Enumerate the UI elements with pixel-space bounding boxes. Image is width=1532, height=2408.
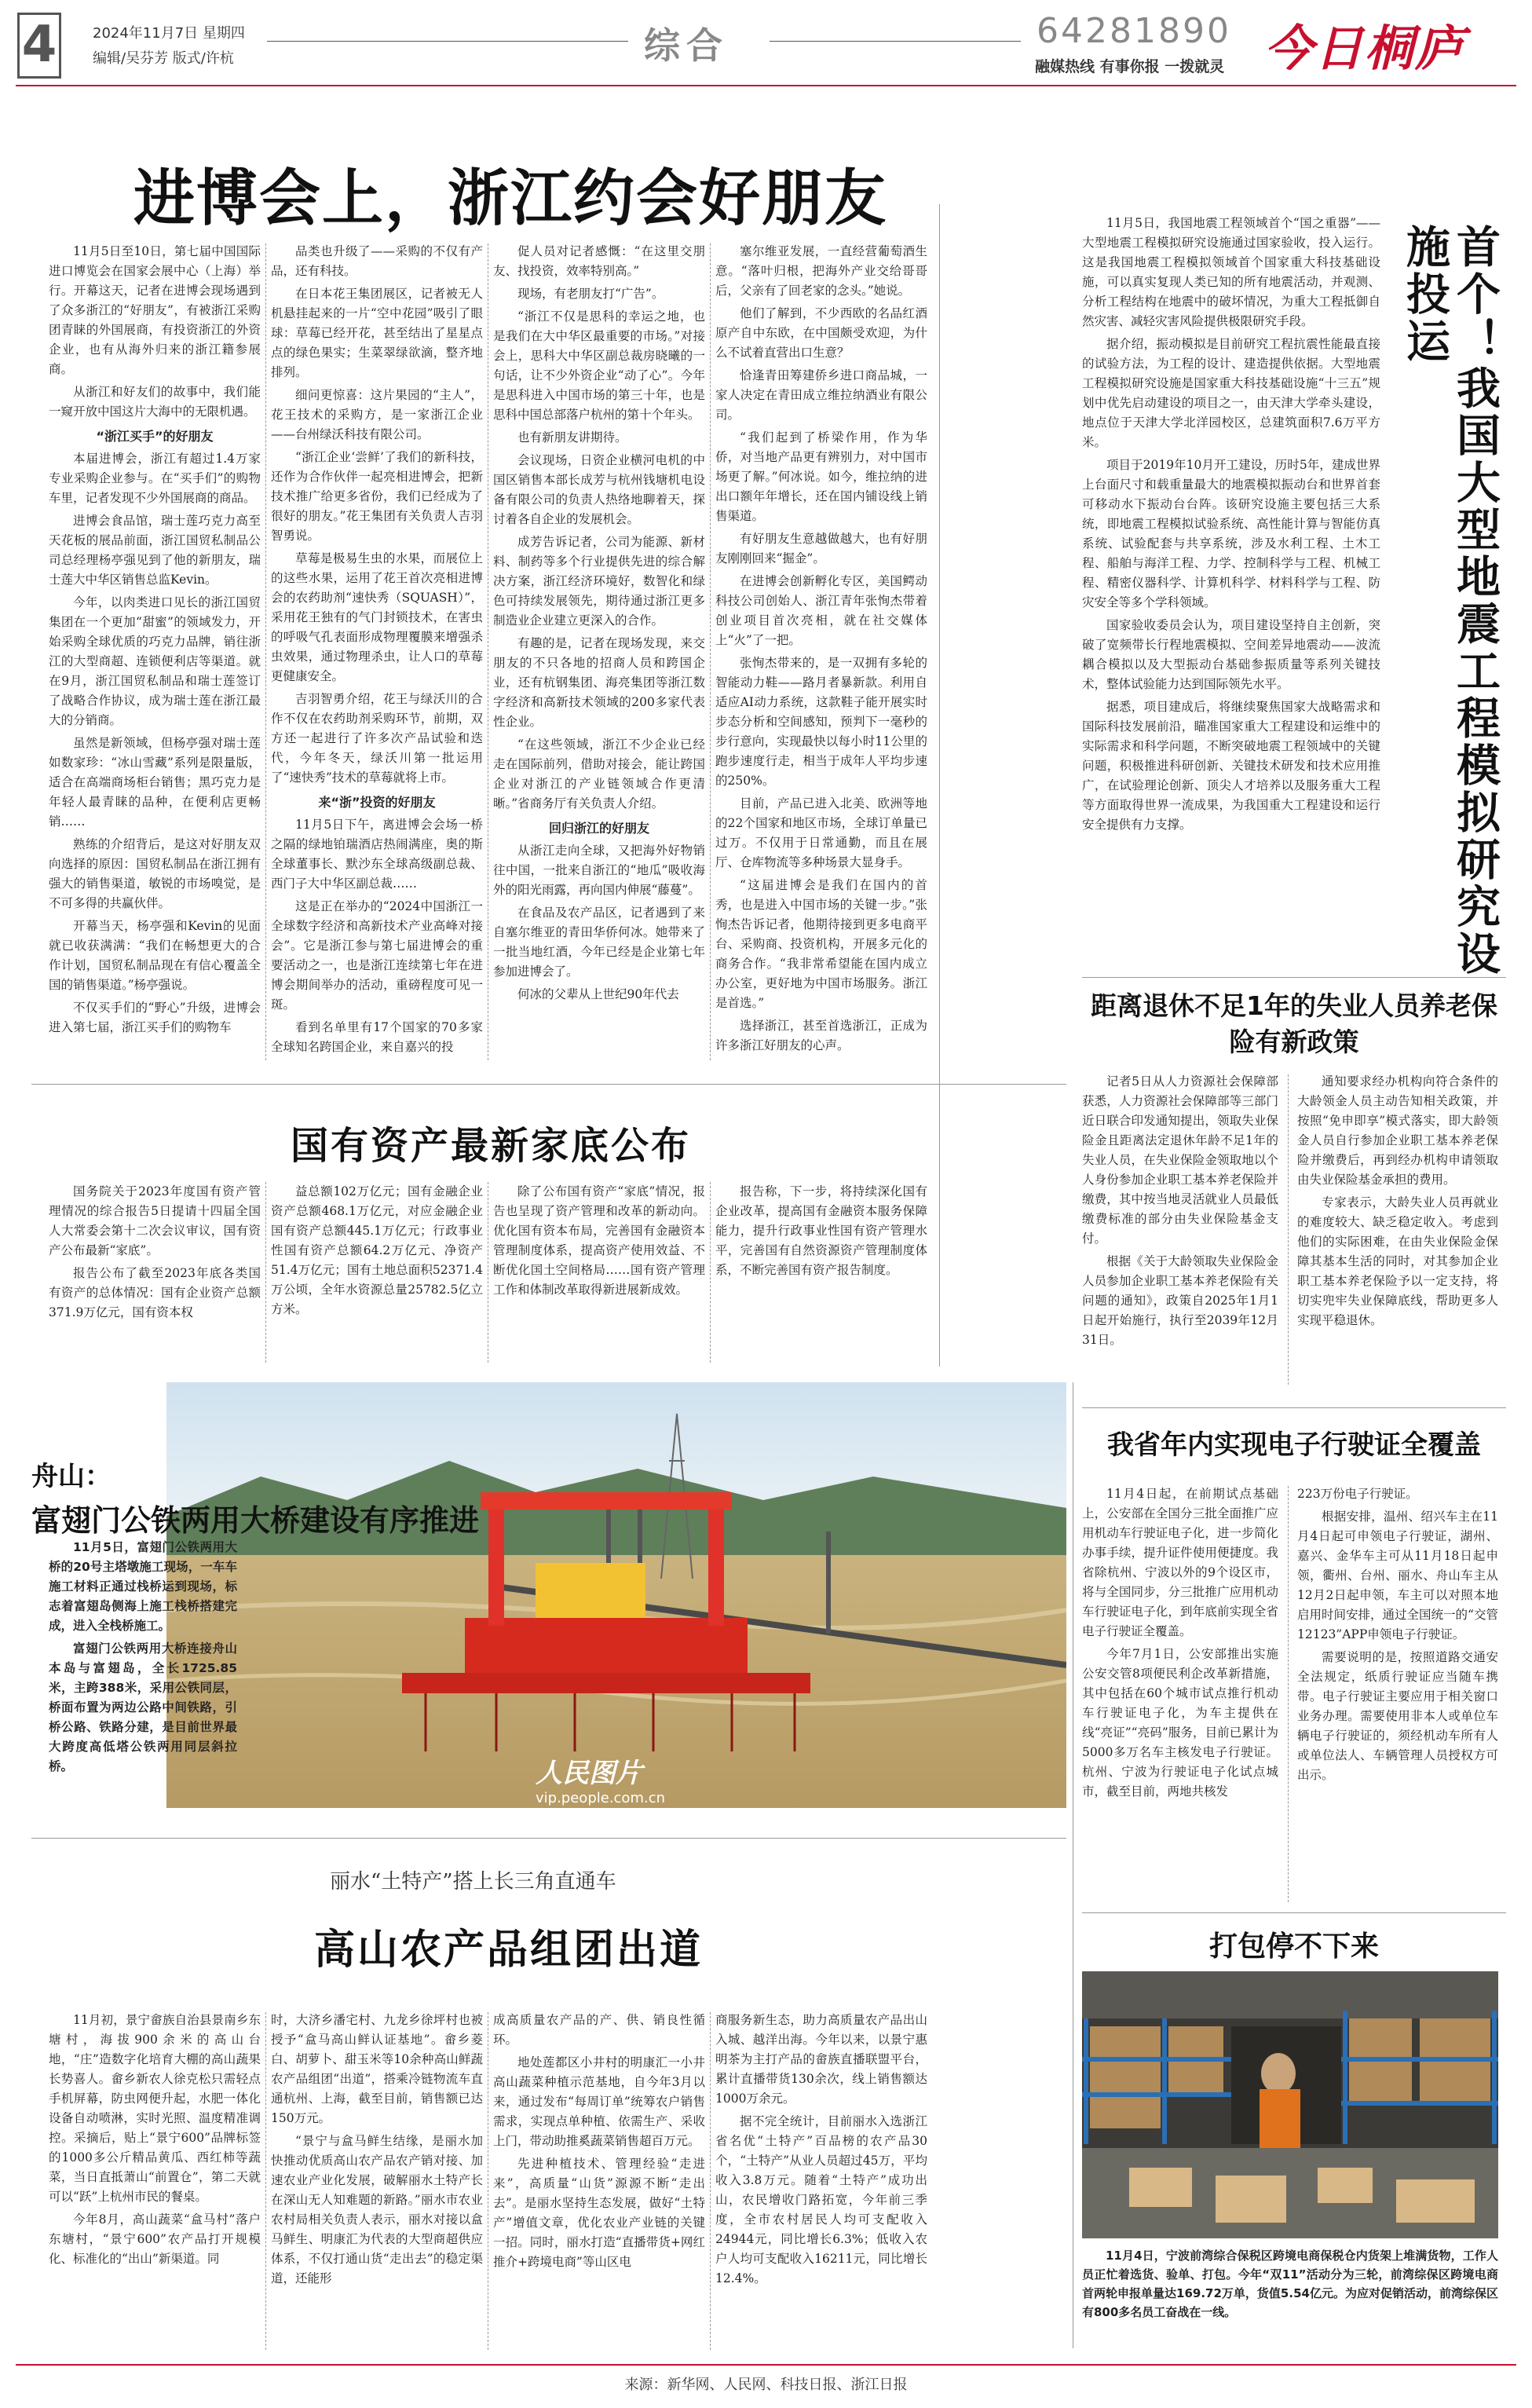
issue-date: 2024年11月7日 星期四 [93,25,245,42]
assets-paragraph: 报告公布了截至2023年底各类国有资产的总体情况：国有企业资产总额371.9万亿元，国有资本权 [49,1266,261,1319]
assets-headline: 国有资产最新家底公布 [291,1124,692,1168]
lishui-column-2 [271,2011,483,2356]
etc-paragraph: 需要说明的是，按照道路交通安全法规定，纸质行驶证应当随车携带。电子行驶证主要应用于相关窗口业务办理。需要使用非本人或单位车辆电子行驶证的，须经机动车所有人或单位法人、车辆管理人员授权方可出示。 [1297,1650,1498,1782]
column-rule [710,2012,711,2350]
expo-paragraph: 草莓是极易生虫的水果，而展位上的这些水果，运用了花王首次亮相进博会的农药助剂“速快秀（SQUASH）”，采用花王独有的气门封锁技术，在害虫的呼吸气孔表面形成物理覆膜来增强杀虫效果，通过物理杀虫，让人口的草莓更健康安全。 [271,551,483,683]
lishui-paragraph: 据不完全统计，目前丽水入选浙江省名优“土特产”百品榜的农产品30个，“土特产”从业人员超过45万，平均收入3.8万元。随着“土特产”成功出山，农民增收门路拓宽，今年前三季度，全市农村居民人均可支配收入24944元，同比增长6.3%；低收入农户人均可支配收入16211元，同比增长12.4%。 [715,2114,927,2285]
expo-paragraph: “我们起到了桥梁作用，作为华侨，对当地产品更有辨别力，对中国市场更了解。”何冰说。如今，维拉纳的进出口额年年增长，还在国内铺设线上销售渠道。 [715,430,927,523]
paper-logo: 今日桐庐 [1264,20,1466,77]
masthead [0,0,1532,88]
quake-text [1082,214,1380,968]
expo-paragraph: 塞尔维亚发展，一直经营葡萄酒生意。“落叶归根，把海外产业交给哥哥后，父亲有了回老家的念头。”她说。 [715,244,927,298]
expo-paragraph: 11月5日下午，离进博会会场一桥之隔的绿地铂瑞酒店热闹满座，奥的斯全球董事长、默沙东全球高级副总裁、西门子大中华区副总裁…… [271,818,483,891]
lishui-paragraph: 11月初，景宁畲族自治县景南乡东塘村，海拔900余米的高山台地，“庄”造数字化培育大棚的高山蔬果长势喜人。畲乡新农人徐克松只需轻点手机屏幕，防虫网便升起，水肥一体化设备自动喷淋，实时光照、温度精准调控。采摘后，贴上“景宁600”品牌标签的1000多公斤精品黄瓜、西红柿等蔬菜，当日直抵萧山“前置仓”，第二天就可以“跃”上杭州市民的餐桌。 [49,2013,261,2204]
expo-paragraph: “在这些领域，浙江不少企业已经走在国际前列，借助对接会，能让跨国企业对浙江的产业链领域合作更清晰。”省商务厅有关负责人介绍。 [493,737,705,811]
expo-column-2 [271,242,483,1067]
lishui-column-1 [49,2011,261,2356]
quake-paragraph: 项目于2019年10月开工建设，历时5年，建成世界上台面尺寸和载重量最大的地震模拟振动台和世界首套可移动水下振动台台阵。该研究设施主要包括三大系统，即地震工程模拟试验系统、高性能计算与智能仿真系统、试验配套与共享系统，涉及水利工程、土木工程、船舶与海洋工程、力学、控制科学与工程、机械工程、精密仪器科学、计算机科学、材料科学与工程、防灾安全等多个学科领域。 [1082,458,1380,609]
expo-paragraph: 看到名单里有17个国家的70多家全球知名跨国企业，来自嘉兴的投 [271,1020,483,1054]
quake-headline: 首个！我国大型地震工程模拟研究设施投运 [1399,224,1501,978]
pension-paragraph: 记者5日从人力资源社会保障部获悉，人力资源社会保障部等三部门近日联合印发通知提出，领取失业保险金且距离法定退休年龄不足1年的失业人员，在失业保险金领取地以个人身份参加企业职工基本养老保险并缴费，其中按当地灵活就业人员最低缴费标准的部分由失业保险基金支付。 [1082,1074,1278,1246]
bridge-caption-paragraph: 富翅门公铁两用大桥连接舟山本岛与富翅岛，全长1725.85米，主跨388米，采用公铁同层，桥面布置为两边公路中间铁路，引桥公路、铁路分建，是目前世界最大跨度高低塔公铁两用同层斜拉桥。 [49,1641,237,1773]
expo-paragraph: 也有新朋友讲期待。 [517,430,627,445]
pension-paragraph: 通知要求经办机构向符合条件的大龄领金人员主动告知相关政策，并按照“免申即享”模式落实，即大龄领金人员自行参加企业职工基本养老保险并缴费后，再到经办机构申请领取由失业保险基金承担的费用。 [1297,1074,1498,1187]
expo-paragraph: 选择浙江，甚至首选浙江，正成为许多浙江好朋友的心声。 [715,1019,927,1052]
assets-top-rule [31,1084,1066,1085]
expo-paragraph: 这是正在举办的“2024中国浙江一全球数字经济和高新技术产业高峰对接会”。它是浙江参与第七届进博会的重要活动之一，也是浙江连续第七年在进博会期间举办的活动，重磅程度可见一斑。 [271,899,483,1012]
expo-paragraph: 有好朋友生意越做越大，也有好朋友刚刚回来“掘金”。 [715,532,927,565]
expo-paragraph: 虽然是新领域，但杨亭强对瑞士莲如数家珍：“冰山雪藏”系列是限量版，适合在高端商场柜台销售；黑巧克力是年轻人最青睐的品种，在便利店更畅销…… [49,736,261,829]
pension-paragraph: 根据《关于大龄领取失业保险金人员参加企业职工基本养老保险有关问题的通知》，政策自2025年1月1日起开始施行，执行至2039年12月31日。 [1082,1254,1278,1347]
bridge-bottom-rule [31,1838,1066,1839]
expo-paragraph: “浙江企业‘尝鲜’了我们的新科技，还作为合作伙伴一起亮相进博会，把新技术推广给更多省份，我们已经成为了很好的朋友。”花王集团有关负责人吉羽智勇说。 [271,450,483,543]
masthead-rule-left [267,41,628,42]
expo-paragraph: 11月5日至10日，第七届中国国际进口博览会在国家会展中心（上海）举行。开幕这天，记者在进博会现场遇到了众多浙江的“好朋友”，有被浙江采购团青睐的外国展商，有投资浙江的外资企业，也有从海外归来的浙江籍参展商。 [49,244,261,376]
expo-paragraph: 从浙江走向全球，又把海外好物销往中国，一批来自浙江的“地瓜”吸收海外的阳光雨露，再向国内伸展“藤蔓”。 [493,844,705,897]
expo-paragraph: 促人员对记者感慨：“在这里交朋友、找投资，效率特别高。” [493,244,705,278]
parcel-headline: 打包停不下来 [1208,1930,1379,1963]
expo-paragraph: 开幕当天，杨亭强和Kevin的见面就已收获满满：“我们在畅想更大的合作计划，国贸私制品现在有信心覆盖全国的销售渠道。”杨亭强说。 [49,919,261,992]
expo-paragraph: 本届进博会，浙江有超过1.4万家专业采购企业参与。在“买手们”的购物车里，记者发现不少外国展商的商品。 [49,452,261,505]
expo-paragraph: 何冰的父辈从上世纪90年代去 [517,987,679,1001]
assets-paragraph: 报告称，下一步，将持续深化国有企业改革，提高国有金融资本服务保障能力，提升行政事业性国有资产管理水平，完善国有自然资源资产管理制度体系，不断完善国有资产报告制度。 [715,1184,927,1277]
column-rule [710,1182,711,1363]
lishui-paragraph: 先进种植技术、管理经验“走进来”，高质量“山货”源源不断“走出去”。是丽水坚持生态发展，做好“土特产”增值文章，优化农业产业链的关键一招。同时，丽水打造“直播带货+网红推介+跨境电商”等山区电 [493,2157,705,2269]
bridge-construction-image [166,1382,1066,1808]
expo-paragraph: 不仅买手们的“野心”升级，进博会进入第七届，浙江买手们的购物车 [49,1001,261,1034]
etc-paragraph: 今年7月1日，公安部推出实施公安交管8项便民利企改革新措施，其中包括在60个城市试点推行机动车行驶证电子化，为车主提供在线“亮证”“亮码”服务，目前已累计为5000多万名车主核发电子行驶证。杭州、宁波为行驶证电子化试点城市，截至目前，两地共核发 [1082,1647,1278,1799]
expo-column-3 [493,242,705,1067]
expo-paragraph: 今年，以肉类进口见长的浙江国贸集团在一个更加“甜蜜”的领域发力，开始采购全球优质的巧克力品牌，销往浙江的大型商超、连锁便利店等渠道。就在9月，浙江国贸私制品和瑞士莲签订了战略合作协议，成为瑞士莲在浙江最大的分销商。 [49,595,261,727]
bridge-caption-paragraph: 11月5日，富翅门公铁两用大桥的20号主塔墩施工现场，一车车施工材料正通过栈桥运到现场，标志着富翅岛侧海上施工栈桥搭建完成，进入全栈桥施工。 [49,1540,237,1633]
pension-paragraph: 专家表示，大龄失业人员再就业的难度较大、缺乏稳定收入。考虑到他们的实际困难，在由失业保险金保障其基本生活的同时，对其参加企业职工基本养老保险予以一定支持，将切实兜牢失业保障底线，帮助更多人实现平稳退休。 [1297,1195,1498,1327]
assets-column-2 [271,1182,483,1378]
assets-paragraph: 除了公布国有资产“家底”情况，报告也呈现了资产管理和改革的新动向。优化国有资本布局，完善国有金融资本管理制度体系，提高资产使用效益、不断优化国土空间格局……国有资产管理工作和体制改革取得新进展新成效。 [493,1184,705,1297]
expo-paragraph: 进博会食品馆，瑞士莲巧克力高至天花板的展品前面，浙江国贸私制品公司总经理杨亭强见到了他的新朋友，瑞士莲大中华区销售总监Kevin。 [49,514,261,587]
bridge-title-box [31,1455,581,1539]
bridge-headline: 富翅门公铁两用大桥建设有序推进 [31,1503,480,1538]
quake-paragraph: 据悉，项目建成后，将继续聚焦国家大战略需求和国际科技发展前沿，瞄准国家重大工程建设和运维中的实际需求和科学问题，不断突破地震工程领域中的关键问题，积极推进科研创新、关键技术研发和技术应用推广，在试验理论创新、顶尖人才培养以及服务重大工程等方面取得世界一流成果，为我国重大工程建设和运行安全提供有力支撑。 [1082,700,1380,832]
column-rule [265,243,266,1060]
expo-paragraph: “这届进博会是我们在国内的首秀，也是进入中国市场的关键一步。”张恂杰告诉记者，他期待接到更多电商平台、采购商、投资机构，开展多元化的商务合作。“我非常希望能在国内成立办公室，更好地为中国市场服务。浙江是首选。” [715,878,927,1010]
expo-paragraph: 在进博会创新孵化专区，美国鳄动科技公司创始人、浙江青年张恂杰带着创业项目首次亮相，就在社交媒体上“火”了一把。 [715,574,927,647]
quake-paragraph: 据介绍，振动模拟是目前研究工程抗震性能最直接的试验方法，为工程的设计、建造提供依据。大型地震工程模拟研究设施是国家重大科技基础设施“十三五”规划中优先启动建设的项目之一，由天津大学牵头建设，地点位于天津大学北洋园校区，总建筑面积7.6万平方米。 [1082,337,1380,449]
expo-paragraph: 会议现场，日资企业横河电机的中国区销售本部长成芳与杭州钱塘机电设备有限公司的负责人热络地聊着天，探讨着各自企业的发展机会。 [493,453,705,526]
quake-paragraph: 国家验收委员会认为，项目建设坚持自主创新，突破了宽频带长行程地震模拟、空间差异地震动——波流耦合模拟以及大型振动台基础参振质量等系列关键技术，整体试验能力达到国际领先水平。 [1082,618,1380,691]
masthead-bottom-rule [16,85,1516,86]
expo-paragraph: 目前，产品已进入北美、欧洲等地的22个国家和地区市场，全球订单量已过万。不仅用于日常通勤，而且在展厅、仓库物流等多种场景大显身手。 [715,796,927,869]
lishui-paragraph: 时，大济乡潘宅村、九龙乡徐坪村也被授予“盒马高山鲜认证基地”。畲乡菱白、胡萝卜、甜玉米等10余种高山鲜蔬农产品组团“出道”，搭乘冷链物流车直通杭州、上海，截至目前，销售额已达150万元。 [271,2013,483,2125]
expo-column-1 [49,242,261,1067]
bridge-caption [49,1538,237,1797]
expo-paragraph: 熟练的介绍背后，是这对好朋友双向选择的原因：国贸私制品在浙江拥有强大的销售渠道，敏锐的市场嗅觉，是不可多得的共赢伙伴。 [49,837,261,910]
lishui-column-3 [493,2011,705,2356]
lishui-paragraph: 地处莲都区小井村的明康汇一小井高山蔬菜种植示范基地，自今年3月以来，通过发布“每周订单”统筹农户销售需求，实现点单种植、依需生产、采收上门，带动助推奚蔬菜销售超百万元。 [493,2055,705,2148]
assets-paragraph: 益总额102万亿元；国有金融企业资产总额468.1万亿元，对应金融企业国有资产总额445.1万亿元；行政事业性国有资产总额64.2万亿元、净资产51.4万亿元；国有土地总面积52371.4万公顷，全年水资源总量25782.5亿立方米。 [271,1184,483,1316]
column-rule [265,2012,266,2350]
assets-paragraph: 国务院关于2023年度国有资产管理情况的综合报告5日提请十四届全国人大常委会第十二次会议审议，国有资产公布最新“家底”。 [49,1184,261,1257]
expo-paragraph: 吉羽智勇介绍，花王与绿沃川的合作不仅在农药助剂采购环节，前期，双方还一起进行了许多次产品试验和迭代，今年冬天，绿沃川第一批运用了“速快秀”技术的草莓就将上市。 [271,692,483,785]
column-rule [265,1182,266,1363]
pension-column-1 [1082,1072,1278,1386]
pension-column-2 [1297,1072,1498,1386]
expo-paragraph: 品类也升级了——采购的不仅有产品，还有科技。 [271,244,483,278]
pension-headline: 距离退休不足1年的失业人员养老保险有新政策 [1091,990,1497,1057]
expo-paragraph: 在食品及农产品区，记者遇到了来自塞尔维亚的青田华侨何冰。她带来了一批当地红酒，今年已经是企业第七年参加进博会了。 [493,906,705,979]
expo-paragraph: 有趣的是，记者在现场发现，来交朋友的不只各地的招商人员和跨国企业，还有杭钢集团、海亮集团等浙江数字经济和高新技术领域的200多家代表性企业。 [493,636,705,729]
expo-paragraph: 从浙江和好友们的故事中，我们能一窥开放中国这片大海中的无限机遇。 [49,385,261,419]
assets-column-3 [493,1182,705,1378]
footer-sources: 来源：新华网、人民网、科技日报、浙江日报 [624,2377,908,2393]
expo-paragraph: 他们了解到，不少西欧的名品红酒原产自中东欧，在中国颇受欢迎，为什么不试着直营出口生意？ [715,306,927,360]
lishui-column-4 [715,2011,927,2356]
expo-paragraph: 恰逢青田筹建侨乡进口商品城，一家人决定在青田成立维拉纳酒业有限公司。 [715,368,927,422]
quake-paragraph: 11月5日，我国地震工程领域首个“国之重器”——大型地震工程模拟研究设施通过国家验收，投入运行。这是我国地震工程模拟领域首个国家重大科技基础设施，可以真实复现人类已知的所有地震活动，并观测、分析工程结构在地震中的破坏情况，为重大工程抵御自然灾害、减轻灾害风险提供极限研究手段。 [1082,216,1380,328]
watermark-url: vip.people.com.cn [536,1790,666,1806]
expo-paragraph: 成芳告诉记者，公司为能源、新材料、制药等多个行业提供先进的综合解决方案，浙江经济环境好，数智化和绿色可持续发展领先，期待通过浙江更多制造业企业建立更深入的合作。 [493,535,705,628]
expo-headline: 进博会上，浙江约会好朋友 [133,163,888,234]
expo-paragraph: 现场，有老朋友打“广告”。 [517,287,664,301]
column-rule [710,243,711,1060]
lishui-paragraph: 成高质量农产品的产、供、销良性循环。 [493,2013,705,2047]
column-rule [1288,1074,1289,1385]
hotline-number: 64281890 [1037,11,1231,51]
expo-subhead: 回归浙江的好朋友 [548,821,649,836]
etc-paragraph: 根据安排，温州、绍兴车主在11月4日起可申领电子行驶证，湖州、嘉兴、金华车主可从11月18日起申领，衢州、台州、丽水、舟山车主从12月2日起申领，车主可以对照本地启用时间安排，通过全国统一的“交管12123”APP申领电子行驶证。 [1297,1510,1498,1641]
pension-headline-line [1082,977,1506,978]
expo-paragraph: 细问更惊喜：这片果园的“主人”，花王技术的采购方，是一家浙江企业——台州绿沃科技有限公司。 [271,388,483,441]
bridge-photo [166,1382,1066,1808]
expo-subhead: “浙江买手”的好朋友 [96,429,214,444]
expo-column-4 [715,242,927,1067]
editors: 编辑/吴芬芳 版式/许杭 [93,50,234,67]
etc-paragraph: 223万份电子行驶证。 [1297,1487,1418,1501]
assets-column-1 [49,1182,261,1378]
masthead-rule-right [770,41,1021,42]
expo-paragraph: 在日本花王集团展区，记者被无人机悬挂起来的一片“空中花园”吸引了眼球：草莓已经开花，甚至结出了星星点点的绿色果实；生菜翠绿欲滴，整齐地排列。 [271,287,483,379]
etc-headline: 我省年内实现电子行驶证全覆盖 [1107,1429,1481,1461]
column-rule [1288,1486,1289,1902]
expo-right-rule [939,204,940,1367]
parcel-caption-text: 11月4日，宁波前湾综合保税区跨境电商保税仓内货架上堆满货物，工作人员正忙着选货、验单、打包。今年“双11”活动分为三轮，前湾综保区跨境电商首两轮申报单量达169.72万单，货值5.54亿元。为应对促销活动，前湾综保区有800多名员工奋战在一线。 [1082,2249,1498,2319]
warehouse-image [1082,1971,1498,2238]
parcel-top-rule [1082,1912,1506,1913]
etc-column-1 [1082,1484,1278,1908]
watermark-logo: 人民图片 [536,1758,642,1789]
lishui-paragraph: 今年8月，高山蔬菜“盒马村”落户东塘村，“景宁600”农产品打开规模化、标准化的“出山”新渠道。同 [49,2212,261,2266]
etc-column-2 [1297,1484,1498,1908]
expo-paragraph: 张恂杰带来的，是一双拥有多轮的智能动力鞋——路月者暴新款。利用自适应AI动力系统，这款鞋子能开展实时步态分析和空间感知，预判下一毫秒的步行意向，实现最快以每小时11公里的跑步速度行走，相当于成年人平均步速的250%。 [715,656,927,788]
bridge-location: 舟山： [31,1461,112,1492]
expo-paragraph: “浙江不仅是思科的幸运之地，也是我们在大中华区最重要的市场。”对接会上，思科大中华区副总裁房晓曦的一句话，让不少外资企业“动了心”。今年是思科进入中国市场的第三十年，也是思科中国总部落户杭州的第十个年头。 [493,309,705,422]
hotline-text: 融媒热线 有事你报 一拨就灵 [1035,58,1225,75]
lishui-paragraph: “景宁与盒马鲜生结缘，是丽水加快推动优质高山农产品农产销对接、加速农业产业化发展，破解丽水土特产长在深山无人知难题的新路。”丽水市农业农村局相关负责人表示，丽水对接以盒马鲜生、明康汇为代表的大型商超供应体系，不仅打通山货“走出去”的稳定渠道，还能形 [271,2134,483,2285]
etc-top-rule [1082,1407,1506,1408]
expo-subhead: 来“浙”投资的好朋友 [318,795,436,810]
parcel-caption [1082,2246,1498,2340]
footer-rule [16,2364,1516,2366]
lishui-headline: 高山农产品组团出道 [314,1927,704,1974]
lishui-kicker: 丽水“土特产”搭上长三角直通车 [330,1870,616,1894]
page-number: 4 [17,13,61,79]
section-name: 综合 [644,24,729,67]
photo-watermark [536,1751,665,1806]
etc-paragraph: 11月4日起，在前期试点基础上，公安部在全国分三批全面推广应用机动车行驶证电子化，进一步简化办事手续，提升证件使用便捷度。我省除杭州、宁波以外的9个设区市，将与全国同步，分三批推广应用机动车行驶证电子化，到年底前实现全省电子行驶证全覆盖。 [1082,1487,1278,1638]
lishui-paragraph: 商服务新生态，助力高质量农产品出山入城、越洋出海。今年以来，以景宁惠明茶为主打产品的畲族直播联盟平台，累计直播带货130余次，线上销售额达1000万余元。 [715,2013,927,2106]
parcel-photo [1082,1971,1498,2238]
assets-column-4 [715,1182,927,1378]
